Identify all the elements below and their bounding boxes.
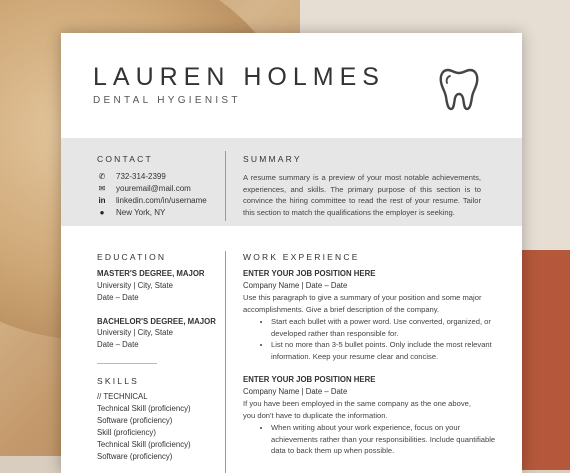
skill-item: Technical Skill (proficiency) bbox=[97, 404, 191, 413]
education-degree-1: MASTER'S DEGREE, MAJOR bbox=[97, 269, 205, 278]
contact-email bbox=[97, 184, 191, 193]
skill-item: // TECHNICAL bbox=[97, 392, 148, 401]
job-bullet: • List no more than 3-5 bullet points. Only include the most relevant information. Keep your resume clear and concise. bbox=[271, 339, 497, 362]
body-divider bbox=[225, 251, 226, 473]
education-school-1: University | City, State bbox=[97, 281, 173, 290]
contact-linkedin bbox=[97, 196, 207, 205]
resume-name: LAUREN HOLMES bbox=[93, 63, 385, 91]
email-icon: ✉ bbox=[98, 184, 106, 193]
skill-item: Skill (proficiency) bbox=[97, 428, 156, 437]
job-bullets-1 bbox=[257, 316, 497, 362]
education-heading: EDUCATION bbox=[97, 252, 167, 262]
tooth-icon bbox=[439, 67, 479, 111]
education-dates-1: Date – Date bbox=[97, 293, 139, 302]
education-degree-2: BACHELOR'S DEGREE, MAJOR bbox=[97, 317, 216, 326]
education-school-2: University | City, State bbox=[97, 328, 173, 337]
skill-item: Software (proficiency) bbox=[97, 452, 173, 461]
job-description-1: Use this paragraph to give a summary of your position and some major accomplishments. Give a brief description of the company. bbox=[243, 293, 482, 314]
contact-linkedin-text: linkedin.com/in/username bbox=[116, 196, 207, 205]
linkedin-icon: in bbox=[98, 196, 106, 205]
left-column-separator bbox=[97, 363, 157, 364]
contact-phone bbox=[97, 172, 166, 181]
band-divider bbox=[225, 151, 226, 221]
job-company-1: Company Name | Date – Date bbox=[243, 281, 348, 290]
job-position-2: ENTER YOUR JOB POSITION HERE bbox=[243, 375, 376, 384]
contact-phone-text: 732-314-2399 bbox=[116, 172, 166, 181]
job-company-2: Company Name | Date – Date bbox=[243, 387, 348, 396]
skills-heading: SKILLS bbox=[97, 376, 140, 386]
location-pin-icon: ● bbox=[99, 208, 105, 217]
summary-heading: SUMMARY bbox=[243, 154, 302, 164]
education-dates-2: Date – Date bbox=[97, 340, 139, 349]
skill-item: Software (proficiency) bbox=[97, 416, 173, 425]
summary-text: A resume summary is a preview of your most notable achievements, experiences, and skills. The primary purpose of this section is to convince the hiring committee to read the rest of your resume. Tailor this section to match the qualifications the employer is seeking. bbox=[243, 173, 481, 217]
skill-item: Technical Skill (proficiency) bbox=[97, 440, 191, 449]
resume-job-title: DENTAL HYGIENIST bbox=[93, 95, 241, 106]
contact-heading: CONTACT bbox=[97, 154, 153, 164]
contact-location-text: New York, NY bbox=[116, 208, 166, 217]
contact-email-text: youremail@mail.com bbox=[116, 184, 191, 193]
job-bullet: • Start each bullet with a power word. Use converted, organized, or developed rather than responsible for. bbox=[271, 316, 497, 339]
phone-icon: ✆ bbox=[98, 172, 106, 181]
contact-location bbox=[97, 208, 165, 217]
job-bullet: • When writing about your work experience, focus on your achievements rather than your responsibilities. Include quantifiable data to back them up when possible. bbox=[271, 422, 497, 457]
job-description-2: If you have been employed in the same company as the one above, you don't have to duplicate the information. bbox=[243, 399, 471, 420]
job-bullets-2 bbox=[257, 422, 497, 457]
resume-page bbox=[61, 33, 522, 473]
job-position-1: ENTER YOUR JOB POSITION HERE bbox=[243, 269, 376, 278]
work-experience-heading: WORK EXPERIENCE bbox=[243, 252, 360, 262]
